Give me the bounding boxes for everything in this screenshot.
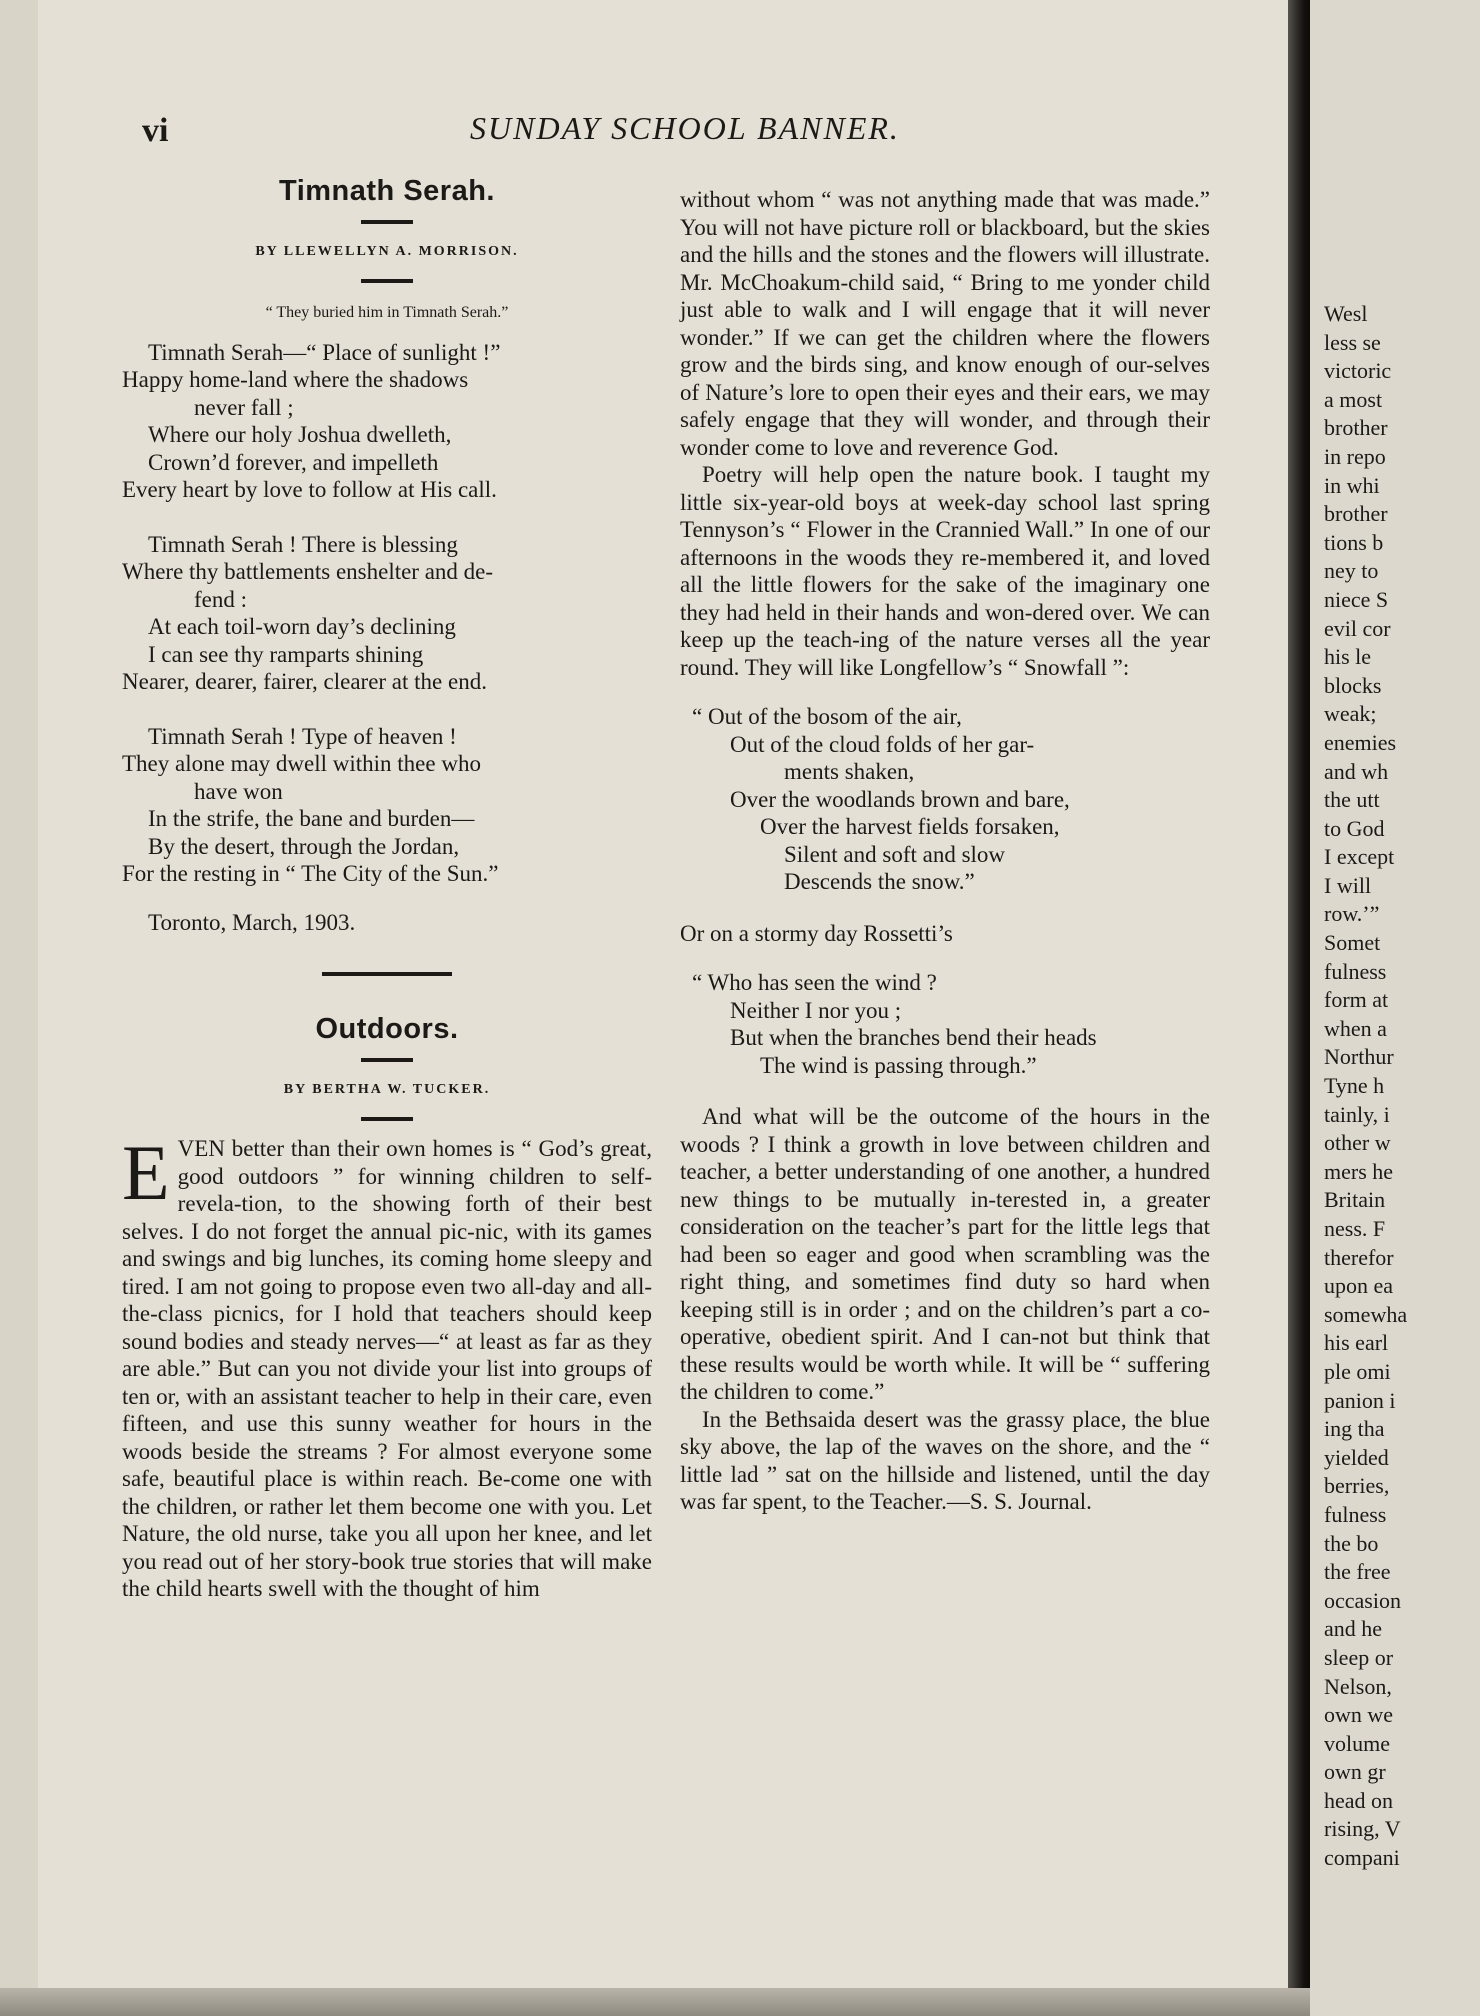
facing-page-line: his earl	[1324, 1330, 1389, 1356]
quote-line: Over the harvest fields forsaken,	[760, 814, 1060, 839]
page-number: vi	[142, 112, 169, 149]
facing-page-line: evil cor	[1324, 615, 1391, 641]
quote-line: Out of the cloud folds of her gar-	[730, 731, 1035, 757]
quote-line: Descends the snow.”	[784, 869, 975, 894]
running-title: SUNDAY SCHOOL BANNER.	[470, 110, 900, 146]
article-paragraph-2: Poetry will help open the nature book. I taught my little six-year-old boys at week-day school last spring Tennyson’s “ Flower in the Crannied Wall.” In one of our afternoons in the woods they re-membered it, and loved all the little flowers for the sake of the imaginary one they had held in their hands and won-dered over. We can keep up the teach-ing of the nature verses all the year round. They will like Longfellow’s “ Snowfall ”:	[680, 462, 1210, 680]
facing-page-line: ness. F	[1324, 1216, 1386, 1241]
poem-line: Nearer, dearer, fairer, clearer at the end.	[122, 669, 487, 694]
byline-rule	[361, 279, 413, 283]
facing-page-line: weak;	[1324, 701, 1377, 727]
poem-line: Every heart by love to follow at His call.	[122, 477, 497, 502]
facing-page-line: fulness	[1324, 958, 1387, 984]
quote-line: Over the woodlands brown and bare,	[730, 786, 1070, 812]
quote-line: “ Out of the bosom of the air,	[692, 704, 962, 729]
facing-page-line: a most	[1324, 386, 1383, 412]
poem-line: At each toil-worn day’s declining	[148, 614, 456, 639]
facing-page-line: own gr	[1324, 1759, 1386, 1785]
facing-page-line: in repo	[1324, 443, 1386, 469]
facing-page-text	[1324, 300, 1407, 1873]
facing-page-line: head on	[1324, 1787, 1394, 1813]
facing-page-line: rising, V	[1324, 1816, 1401, 1842]
facing-page-line: in whi	[1324, 472, 1380, 498]
poem-line: By the desert, through the Jordan,	[148, 833, 460, 859]
poem-line: Happy home-land where the shadows	[122, 367, 469, 392]
title-rule	[361, 220, 413, 224]
facing-page-line: Tyne h	[1324, 1073, 1385, 1099]
poem-line: They alone may dwell within thee who	[122, 751, 481, 776]
facing-page-line: ple omi	[1324, 1358, 1391, 1384]
facing-page-line: less se	[1324, 329, 1381, 355]
poem-dateline: Toronto, March, 1903.	[148, 909, 356, 935]
facing-page-line: mers he	[1324, 1158, 1394, 1184]
quote-line: Silent and soft and slow	[784, 841, 1006, 867]
facing-page-line: yielded	[1324, 1444, 1389, 1470]
facing-page-line: to God	[1324, 815, 1385, 841]
poem-line: fend :	[194, 586, 248, 612]
article-paragraph-1: VEN better than their own homes is “ God’s great, good outdoors ” for winning children to self-revela-tion, to the showing forth of their best selves. I do not forget the annual pic-nic, with its games and swings and big lunches, its coming home sleepy and tired. I am not going to propose even two all-day and all-the-class picnics, for I hold that teachers should keep sound bodies and steady nerves—“ at least as far as they are able.” But can you not divide your list into groups of ten or, with an assistant teacher to help in their care, even fifteen, and use this sunny weather for hours in the woods beside the streams ? For almost everyone some safe, beautiful place is within reach. Be-come one with the children, or rather let them become one with you. Let Nature, the old nurse, take you all upon her knee, and let you read out of her story-book true stories that will make the child hearts swell with the thought of him	[122, 1136, 652, 1601]
quote-line: “ Who has seen the wind ?	[692, 970, 937, 995]
facing-page-line: brother	[1324, 501, 1388, 527]
poem-line: Timnath Serah ! Type of heaven !	[148, 723, 457, 749]
facing-page-line: the free	[1324, 1559, 1391, 1585]
facing-page-line: berries,	[1324, 1473, 1390, 1499]
facing-page-line: panion i	[1324, 1387, 1396, 1413]
left-column	[122, 175, 652, 1865]
facing-page-line: form at	[1324, 987, 1389, 1013]
poem-line: never fall ;	[194, 394, 294, 420]
facing-page-line: tainly, i	[1324, 1101, 1390, 1127]
poem-line: Timnath Serah—“ Place of sunlight !”	[148, 339, 501, 365]
facing-page-line: Northur	[1324, 1044, 1394, 1070]
poem-line: have won	[194, 778, 283, 804]
facing-page-line: brother	[1324, 415, 1388, 441]
poem-line: Timnath Serah ! There is blessing	[148, 531, 458, 557]
facing-page-line: and he	[1324, 1616, 1383, 1642]
facing-page-line: enemies	[1324, 729, 1397, 755]
article-paragraph-4: And what will be the outcome of the hours in the woods ? I think a growth in love between children and teacher, a better understanding of one another, a hundred new things to be mutually in-terested in, a greater consideration on the teacher’s part for the little legs that had been so eager and good when scrambling was the right thing, and sometimes find duty so hard when keeping still is in order ; and on the children’s part a co-operative, obedient spirit. And I can-not but think that these results would be worth while. It will be “ suffering the children to come.”	[680, 1104, 1210, 1404]
facing-page-line: the utt	[1324, 787, 1380, 813]
quote-line: ments shaken,	[784, 759, 915, 784]
facing-page-line: upon ea	[1324, 1273, 1394, 1299]
facing-page-line: blocks	[1324, 672, 1382, 698]
poem-line: For the resting in “ The City of the Sun.”	[122, 861, 499, 886]
facing-page-line: therefor	[1324, 1244, 1394, 1270]
poem-title: Timnath Serah.	[279, 175, 495, 207]
facing-page-line: row.’”	[1324, 901, 1380, 927]
poem-body	[122, 339, 652, 888]
facing-page-line: victoric	[1324, 358, 1392, 384]
poem-epigraph: “ They buried him in Timnath Serah.”	[265, 304, 509, 321]
facing-page-line: Nelson,	[1324, 1673, 1392, 1699]
facing-page-line: compani	[1324, 1845, 1400, 1871]
poem-line: Where thy battlements enshelter and de-	[122, 559, 494, 584]
facing-page-line: other w	[1324, 1130, 1391, 1156]
facing-page-line: ney to	[1324, 558, 1379, 584]
facing-page-line: Somet	[1324, 930, 1381, 956]
poem-line: Crown’d forever, and impelleth	[148, 449, 439, 475]
article-byline-rule	[361, 1117, 413, 1121]
article-para-1-wrap	[122, 1135, 652, 1865]
facing-page-line: somewha	[1324, 1301, 1408, 1327]
page-right	[1310, 0, 1480, 2016]
facing-page-line: when a	[1324, 1015, 1387, 1041]
facing-page-line: ing tha	[1324, 1416, 1385, 1442]
quote-line: The wind is passing through.”	[760, 1052, 1037, 1078]
poem-line: I can see thy ramparts shining	[148, 641, 424, 667]
facing-page-line: niece S	[1324, 586, 1389, 612]
section-divider	[322, 972, 452, 976]
facing-page-line: volume	[1324, 1730, 1390, 1756]
article-paragraph-1-continued: without whom “ was not anything made that was made.” You will not have picture roll or blackboard, but the skies and the hills and the stones and the flowers will illustrate. Mr. McChoakum-child said, “ Bring to me yonder child just able to walk and I will engage that it will never wonder.” If we can get the children where the flowers grow and the birds sing, and know enough of our-selves of Nature’s lore to open their eyes and their ears, we may safely engage that they will wonder, and through their wonder come to love and reverence God.	[680, 187, 1210, 460]
book-gutter	[1288, 0, 1310, 2016]
facing-page-line: I will	[1324, 872, 1372, 898]
drop-cap: E	[122, 1135, 170, 1216]
facing-page-line: the bo	[1324, 1530, 1379, 1556]
article-title-rule	[361, 1058, 413, 1062]
article-title: Outdoors.	[315, 1013, 459, 1045]
poem-stanza	[122, 531, 652, 696]
facing-page-line: his le	[1324, 644, 1372, 670]
facing-page-line: and wh	[1324, 758, 1389, 784]
quote-line: Neither I nor you ;	[730, 997, 902, 1023]
snowfall-quote	[680, 703, 1210, 896]
facing-page-line: Britain	[1324, 1187, 1386, 1213]
facing-page-line: I except	[1324, 844, 1395, 870]
facing-page-line: sleep or	[1324, 1644, 1394, 1670]
poem-line: In the strife, the bane and burden—	[148, 806, 475, 831]
quote-line: But when the branches bend their heads	[730, 1025, 1097, 1050]
poem-line: Where our holy Joshua dwelleth,	[148, 422, 452, 447]
poem-byline: BY LLEWELLYN A. MORRISON.	[255, 243, 519, 259]
poem-stanza	[122, 339, 652, 504]
article-byline: BY BERTHA W. TUCKER.	[283, 1081, 491, 1097]
page-bottom-edge	[0, 1988, 1310, 2016]
facing-page-line: own we	[1324, 1702, 1394, 1728]
article-paragraph-5: In the Bethsaida desert was the grassy place, the blue sky above, the lap of the waves on the shore, and the “ little lad ” sat on the hillside and listened, until the day was far spent, to the Teacher.—S. S. Journal.	[680, 1406, 1210, 1514]
wind-quote	[680, 969, 1210, 1079]
facing-page-line: fulness	[1324, 1501, 1387, 1527]
article-paragraph-3: Or on a stormy day Rossetti’s	[680, 920, 953, 946]
facing-page-line: tions b	[1324, 529, 1384, 555]
poem-stanza	[122, 723, 652, 888]
facing-page-line: Wesl	[1324, 301, 1368, 326]
facing-page-line: occasion	[1324, 1587, 1401, 1613]
middle-column	[680, 186, 1210, 1516]
